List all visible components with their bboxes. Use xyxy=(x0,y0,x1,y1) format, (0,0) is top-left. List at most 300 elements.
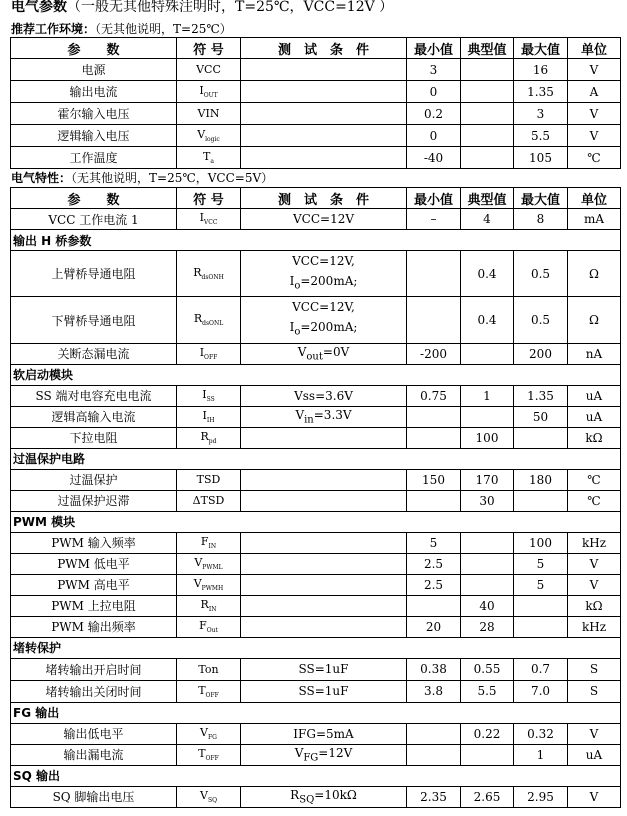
symbol-subscript: a xyxy=(210,158,214,166)
elec-bold: 电气特性： xyxy=(11,171,72,185)
symbol-cell xyxy=(177,406,241,427)
symbol-main: R xyxy=(193,266,202,280)
unit-cell: V xyxy=(568,786,621,807)
elec-rest: （无其他说明，T=25℃，VCC=5V） xyxy=(71,171,274,185)
condition-cell xyxy=(241,553,407,574)
min-cell: 150 xyxy=(407,469,461,490)
param-cell: 堵转输出关闭时间 xyxy=(11,680,177,702)
symbol-main: ΔTSD xyxy=(192,494,225,508)
min-cell: 0.75 xyxy=(407,385,461,406)
symbol-subscript: OFF xyxy=(204,354,218,362)
column-header: 最大值 xyxy=(514,188,568,209)
header-row xyxy=(11,188,621,209)
condition-rest: =200mA; xyxy=(300,274,358,288)
table-row xyxy=(11,81,621,103)
table-row xyxy=(11,744,621,765)
unit-cell: ℃ xyxy=(568,469,621,490)
column-header: 典型值 xyxy=(461,188,514,209)
min-cell xyxy=(407,490,461,511)
symbol-main: R xyxy=(193,312,203,326)
typ-cell xyxy=(461,406,514,427)
condition-main: SS=1uF xyxy=(298,684,349,699)
condition-main: R xyxy=(290,788,300,803)
column-header: 测 试 条 件 xyxy=(241,38,407,59)
column-header: 最小值 xyxy=(407,188,461,209)
table-row xyxy=(11,595,621,616)
max-cell: 0.7 xyxy=(514,658,568,680)
condition-rest: =0V xyxy=(322,345,350,360)
condition-cell xyxy=(241,297,407,343)
unit-cell: S xyxy=(568,658,621,680)
typ-cell: 5.5 xyxy=(461,680,514,702)
param-cell: SS 端对电容充电电流 xyxy=(11,385,177,406)
min-cell xyxy=(407,744,461,765)
max-cell: 1 xyxy=(514,744,568,765)
unit-cell: kΩ xyxy=(568,595,621,616)
symbol-cell xyxy=(177,427,241,448)
column-header: 最小值 xyxy=(407,38,461,59)
min-cell: 2.35 xyxy=(407,786,461,807)
table-row xyxy=(11,786,621,807)
symbol-cell xyxy=(177,553,241,574)
symbol-cell xyxy=(177,616,241,637)
section-title: SQ 输出 xyxy=(11,765,621,786)
max-cell: 8 xyxy=(514,209,568,230)
param-cell: 下臂桥导通电阻 xyxy=(11,297,177,343)
symbol-subscript: logic xyxy=(205,136,220,144)
max-cell: 105 xyxy=(514,147,568,169)
column-header: 参 数 xyxy=(11,188,177,209)
section-row xyxy=(11,702,621,723)
condition-subscript: o xyxy=(294,280,301,292)
rec-rest: （无其他说明，T=25℃） xyxy=(95,22,232,36)
column-header: 最大值 xyxy=(514,38,568,59)
condition-line-1: VCC=12V, xyxy=(292,300,355,315)
symbol-main: V xyxy=(194,556,203,570)
header-row xyxy=(11,38,621,59)
condition-cell xyxy=(241,81,407,103)
param-cell: VCC 工作电流 1 xyxy=(11,209,177,230)
symbol-cell xyxy=(177,81,241,103)
symbol-cell xyxy=(177,297,241,343)
unit-cell: V xyxy=(568,574,621,595)
condition-cell xyxy=(241,469,407,490)
symbol-subscript: Out xyxy=(206,627,218,635)
typ-cell xyxy=(461,147,514,169)
symbol-subscript: IN xyxy=(208,543,217,551)
typ-cell: 4 xyxy=(461,209,514,230)
symbol-cell xyxy=(177,744,241,765)
symbol-cell xyxy=(177,59,241,81)
min-cell: – xyxy=(407,209,461,230)
max-cell: 50 xyxy=(514,406,568,427)
symbol-cell xyxy=(177,490,241,511)
max-cell: 5 xyxy=(514,574,568,595)
max-cell xyxy=(514,427,568,448)
symbol-cell xyxy=(177,209,241,230)
typ-cell: 100 xyxy=(461,427,514,448)
condition-cell xyxy=(241,147,407,169)
symbol-main: Ton xyxy=(198,662,219,676)
unit-cell: S xyxy=(568,680,621,702)
max-cell: 0.32 xyxy=(514,723,568,744)
typ-cell xyxy=(461,532,514,553)
param-cell: PWM 上拉电阻 xyxy=(11,595,177,616)
min-cell: 5 xyxy=(407,532,461,553)
condition-subscript: o xyxy=(294,326,301,338)
symbol-cell xyxy=(177,385,241,406)
symbol-subscript: dsONH xyxy=(201,274,224,282)
param-cell: PWM 低电平 xyxy=(11,553,177,574)
condition-line-2 xyxy=(241,271,406,296)
unit-cell: Ω xyxy=(568,297,621,343)
typ-cell: 0.55 xyxy=(461,658,514,680)
table-row xyxy=(11,490,621,511)
symbol-subscript: OUT xyxy=(203,92,218,100)
min-cell: 20 xyxy=(407,616,461,637)
condition-cell xyxy=(241,343,407,364)
max-cell: 5 xyxy=(514,553,568,574)
param-cell: 霍尔输入电压 xyxy=(11,103,177,125)
param-cell: 工作温度 xyxy=(11,147,177,169)
min-cell: 0 xyxy=(407,125,461,147)
section-row xyxy=(11,511,621,532)
condition-line-2 xyxy=(241,317,406,342)
condition-cell xyxy=(241,209,407,230)
typ-cell: 0.22 xyxy=(461,723,514,744)
section-title: 输出 H 桥参数 xyxy=(11,230,621,251)
symbol-main: T xyxy=(198,747,206,761)
param-cell: PWM 高电平 xyxy=(11,574,177,595)
symbol-main: VIN xyxy=(197,107,220,120)
symbol-cell xyxy=(177,658,241,680)
typ-cell: 0.4 xyxy=(461,251,514,297)
table-row xyxy=(11,59,621,81)
min-cell: 2.5 xyxy=(407,553,461,574)
unit-cell: V xyxy=(568,553,621,574)
symbol-main: F xyxy=(199,619,207,633)
table-row xyxy=(11,125,621,147)
param-cell: 逻辑输入电压 xyxy=(11,125,177,147)
recommended-env-table xyxy=(10,37,621,169)
section-row xyxy=(11,230,621,251)
max-cell xyxy=(514,616,568,637)
max-cell xyxy=(514,490,568,511)
condition-cell xyxy=(241,427,407,448)
param-cell: SQ 脚输出电压 xyxy=(11,786,177,807)
unit-cell: uA xyxy=(568,744,621,765)
unit-cell: uA xyxy=(568,385,621,406)
condition-cell xyxy=(241,658,407,680)
condition-rest: =10kΩ xyxy=(314,788,357,803)
param-cell: 下拉电阻 xyxy=(11,427,177,448)
typ-cell: 0.4 xyxy=(461,297,514,343)
symbol-cell xyxy=(177,723,241,744)
typ-cell: 40 xyxy=(461,595,514,616)
symbol-main: R xyxy=(200,598,209,612)
max-cell: 200 xyxy=(514,343,568,364)
condition-main: I xyxy=(289,274,295,288)
symbol-subscript: PWMH xyxy=(201,585,224,593)
title-rest: （一般无其他特殊注明时，T=25℃，VCC=12V ） xyxy=(67,0,394,15)
max-cell: 1.35 xyxy=(514,81,568,103)
section-row xyxy=(11,637,621,658)
symbol-main: F xyxy=(200,535,209,549)
max-cell: 7.0 xyxy=(514,680,568,702)
table-row xyxy=(11,385,621,406)
min-cell xyxy=(407,251,461,297)
min-cell xyxy=(407,723,461,744)
condition-cell xyxy=(241,574,407,595)
symbol-main: V xyxy=(197,127,206,141)
max-cell: 0.5 xyxy=(514,251,568,297)
symbol-main: I xyxy=(199,83,204,97)
symbol-main: TSD xyxy=(196,473,221,487)
unit-cell: V xyxy=(568,125,621,147)
min-cell xyxy=(407,427,461,448)
section-title: FG 输出 xyxy=(11,702,621,723)
table-row xyxy=(11,147,621,169)
symbol-subscript: OFF xyxy=(205,691,219,699)
condition-main: I xyxy=(289,320,295,335)
table-row xyxy=(11,658,621,680)
param-cell: 过温保护 xyxy=(11,469,177,490)
typ-cell xyxy=(461,574,514,595)
min-cell: 0.2 xyxy=(407,103,461,125)
unit-cell: kΩ xyxy=(568,427,621,448)
table-row xyxy=(11,723,621,744)
column-header: 符 号 xyxy=(177,188,241,209)
electrical-char-heading xyxy=(11,169,273,186)
min-cell: 2.5 xyxy=(407,574,461,595)
symbol-cell xyxy=(177,680,241,702)
min-cell xyxy=(407,406,461,427)
param-cell: PWM 输出频率 xyxy=(11,616,177,637)
max-cell xyxy=(514,595,568,616)
unit-cell: A xyxy=(568,81,621,103)
column-header: 单位 xyxy=(568,188,621,209)
condition-main: V xyxy=(294,746,304,761)
typ-cell xyxy=(461,81,514,103)
condition-subscript: out xyxy=(306,351,323,363)
unit-cell: uA xyxy=(568,406,621,427)
typ-cell: 2.65 xyxy=(461,786,514,807)
symbol-subscript: IH xyxy=(206,417,215,425)
param-cell: 输出漏电流 xyxy=(11,744,177,765)
symbol-main: I xyxy=(199,346,205,360)
column-header: 典型值 xyxy=(461,38,514,59)
typ-cell xyxy=(461,59,514,81)
unit-cell: ℃ xyxy=(568,147,621,169)
symbol-subscript: PWML xyxy=(202,564,223,572)
symbol-main: V xyxy=(193,577,202,591)
table-row xyxy=(11,209,621,230)
typ-cell: 30 xyxy=(461,490,514,511)
min-cell: -200 xyxy=(407,343,461,364)
section-title: 堵转保护 xyxy=(11,637,621,658)
param-cell: 关断态漏电流 xyxy=(11,343,177,364)
page-title xyxy=(11,0,393,16)
condition-cell xyxy=(241,786,407,807)
symbol-main: I xyxy=(202,388,207,402)
min-cell: 3 xyxy=(407,59,461,81)
symbol-main: T xyxy=(198,683,206,697)
table-row xyxy=(11,343,621,364)
unit-cell: V xyxy=(568,59,621,81)
unit-cell: ℃ xyxy=(568,490,621,511)
typ-cell xyxy=(461,125,514,147)
param-cell: 电源 xyxy=(11,59,177,81)
condition-main: IFG=5mA xyxy=(293,726,354,741)
symbol-main: V xyxy=(200,726,208,740)
symbol-cell xyxy=(177,343,241,364)
section-row xyxy=(11,364,621,385)
condition-rest: =3.3V xyxy=(313,408,352,423)
condition-subscript: in xyxy=(304,414,314,426)
condition-cell xyxy=(241,490,407,511)
symbol-subscript: pd xyxy=(208,438,217,446)
max-cell: 1.35 xyxy=(514,385,568,406)
section-title: 过温保护电路 xyxy=(11,448,621,469)
table-row xyxy=(11,406,621,427)
table-row xyxy=(11,616,621,637)
section-row xyxy=(11,765,621,786)
condition-main: Vss=3.6V xyxy=(294,388,353,403)
symbol-subscript: FG xyxy=(207,734,217,742)
unit-cell: mA xyxy=(568,209,621,230)
condition-main: VCC=12V xyxy=(292,212,355,226)
condition-cell xyxy=(241,59,407,81)
max-cell: 180 xyxy=(514,469,568,490)
condition-main: SS=1uF xyxy=(298,662,349,677)
symbol-cell xyxy=(177,103,241,125)
table-row xyxy=(11,680,621,702)
table-row xyxy=(11,297,621,343)
title-bold: 电气参数 xyxy=(11,0,67,15)
min-cell xyxy=(407,595,461,616)
symbol-main: T xyxy=(203,149,211,163)
section-title: 软启动模块 xyxy=(11,364,621,385)
unit-cell: nA xyxy=(568,343,621,364)
table-row xyxy=(11,553,621,574)
condition-cell xyxy=(241,385,407,406)
symbol-main: I xyxy=(199,211,204,225)
symbol-cell xyxy=(177,786,241,807)
typ-cell xyxy=(461,744,514,765)
condition-rest: =12V xyxy=(318,746,353,761)
min-cell: -40 xyxy=(407,147,461,169)
condition-cell xyxy=(241,103,407,125)
unit-cell: kHz xyxy=(568,532,621,553)
param-cell: 输出电流 xyxy=(11,81,177,103)
symbol-main: R xyxy=(200,430,209,444)
symbol-subscript: IN xyxy=(208,606,217,614)
max-cell: 5.5 xyxy=(514,125,568,147)
symbol-cell xyxy=(177,595,241,616)
typ-cell xyxy=(461,553,514,574)
typ-cell: 170 xyxy=(461,469,514,490)
param-cell: 上臂桥导通电阻 xyxy=(11,251,177,297)
condition-subscript: FG xyxy=(303,752,319,764)
symbol-main: V xyxy=(200,789,208,803)
electrical-char-table xyxy=(10,187,621,808)
typ-cell xyxy=(461,343,514,364)
symbol-subscript: SS xyxy=(206,396,215,404)
min-cell: 0 xyxy=(407,81,461,103)
typ-cell: 28 xyxy=(461,616,514,637)
condition-line-1: VCC=12V, xyxy=(292,254,355,268)
table-row xyxy=(11,103,621,125)
condition-cell xyxy=(241,125,407,147)
param-cell: 输出低电平 xyxy=(11,723,177,744)
section-title: PWM 模块 xyxy=(11,511,621,532)
condition-cell xyxy=(241,680,407,702)
condition-cell xyxy=(241,406,407,427)
symbol-cell xyxy=(177,125,241,147)
section-row xyxy=(11,448,621,469)
symbol-subscript: OFF xyxy=(205,755,219,763)
symbol-cell xyxy=(177,532,241,553)
condition-cell xyxy=(241,595,407,616)
min-cell xyxy=(407,297,461,343)
condition-main: V xyxy=(295,408,305,423)
column-header: 测 试 条 件 xyxy=(241,188,407,209)
unit-cell: kHz xyxy=(568,616,621,637)
unit-cell: Ω xyxy=(568,251,621,297)
unit-cell: V xyxy=(568,103,621,125)
min-cell: 3.8 xyxy=(407,680,461,702)
table-row xyxy=(11,469,621,490)
table-row xyxy=(11,251,621,297)
typ-cell xyxy=(461,103,514,125)
column-header: 参 数 xyxy=(11,38,177,59)
column-header: 单位 xyxy=(568,38,621,59)
symbol-subscript: SQ xyxy=(207,797,217,805)
symbol-main: I xyxy=(202,409,207,423)
param-cell: 堵转输出开启时间 xyxy=(11,658,177,680)
symbol-cell xyxy=(177,574,241,595)
rec-bold: 推荐工作环境： xyxy=(11,22,96,36)
param-cell: PWM 输入频率 xyxy=(11,532,177,553)
condition-subscript: SQ xyxy=(299,794,315,806)
min-cell: 0.38 xyxy=(407,658,461,680)
symbol-cell xyxy=(177,469,241,490)
symbol-main: VCC xyxy=(196,63,221,76)
table-row xyxy=(11,574,621,595)
max-cell: 3 xyxy=(514,103,568,125)
table-row xyxy=(11,532,621,553)
symbol-subscript: dsONL xyxy=(202,320,224,328)
max-cell: 0.5 xyxy=(514,297,568,343)
condition-cell xyxy=(241,532,407,553)
symbol-cell xyxy=(177,251,241,297)
condition-cell xyxy=(241,723,407,744)
max-cell: 100 xyxy=(514,532,568,553)
condition-cell xyxy=(241,616,407,637)
condition-cell xyxy=(241,744,407,765)
table-row xyxy=(11,427,621,448)
recommended-env-heading xyxy=(11,20,232,37)
condition-cell xyxy=(241,251,407,297)
symbol-subscript: VCC xyxy=(203,219,218,227)
typ-cell: 1 xyxy=(461,385,514,406)
condition-rest: =200mA; xyxy=(300,320,358,335)
symbol-cell xyxy=(177,147,241,169)
param-cell: 逻辑高输入电流 xyxy=(11,406,177,427)
unit-cell: V xyxy=(568,723,621,744)
condition-main: V xyxy=(297,345,307,360)
column-header: 符 号 xyxy=(177,38,241,59)
